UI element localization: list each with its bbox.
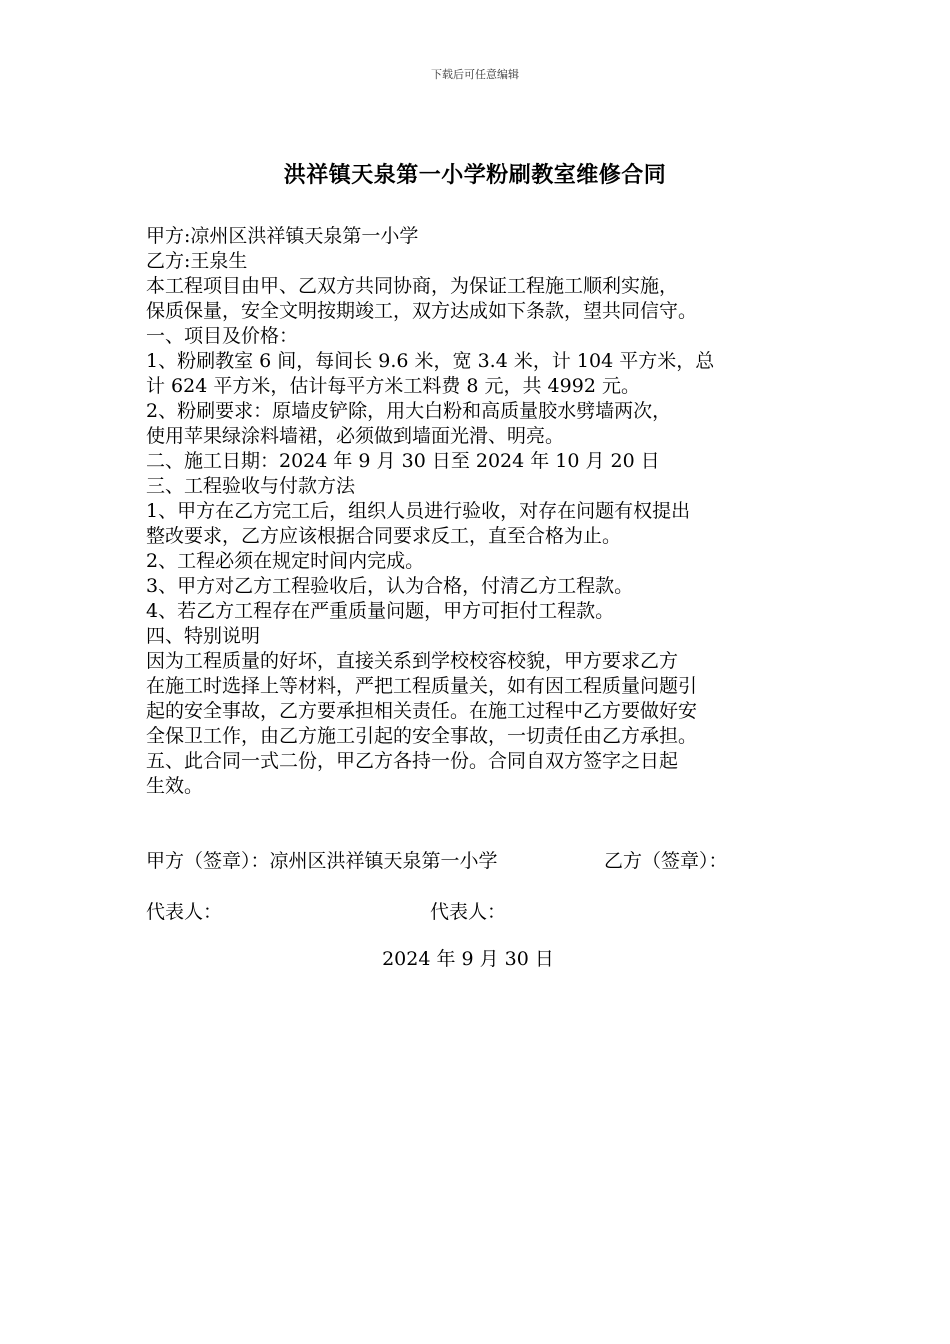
preamble-line-2: 保质保量，安全文明按期竣工，双方达成如下条款，望共同信守。 [146,300,698,322]
section-3-heading: 三、工程验收与付款方法 [146,475,356,497]
special-note-line-3: 起的安全事故，乙方要承担相关责任。在施工过程中乙方要做好安 [146,700,698,722]
section-2-dates: 二、施工日期：2024 年 9 月 30 日至 2024 年 10 月 20 日 [146,450,660,472]
acceptance-3: 3、甲方对乙方工程验收后，认为合格，付清乙方工程款。 [146,575,634,597]
party-b-line: 乙方:王泉生 [146,250,248,272]
contract-body [146,224,808,799]
special-note-line-2: 在施工时选择上等材料，严把工程质量关，如有因工程质量问题引 [146,675,698,697]
item-1-line-2: 计 624 平方米，估计每平方米工料费 8 元，共 4992 元。 [146,375,640,397]
party-b-signature: 乙方（签章）： [604,850,728,872]
special-note-line-4: 全保卫工作，由乙方施工引起的安全事故，一切责任由乙方承担。 [146,725,698,747]
party-a-line: 甲方:凉州区洪祥镇天泉第一小学 [146,225,419,247]
item-2-line-2: 使用苹果绿涂料墙裙，必须做到墙面光滑、明亮。 [146,425,565,447]
item-2-line-1: 2、粉刷要求：原墙皮铲除，用大白粉和高质量胶水劈墙两次， [146,400,672,422]
section-5-line-1: 五、此合同一式二份，甲乙方各持一份。合同自双方签字之日起 [146,750,679,772]
acceptance-4: 4、若乙方工程存在严重质量问题，甲方可拒付工程款。 [146,600,615,622]
section-5-line-2: 生效。 [146,775,204,797]
acceptance-1-line-1: 1、甲方在乙方完工后，组织人员进行验收，对存在问题有权提出 [146,500,691,522]
document-title: 洪祥镇天泉第一小学粉刷教室维修合同 [283,162,667,188]
acceptance-2: 2、工程必须在规定时间内完成。 [146,550,425,572]
acceptance-1-line-2: 整改要求，乙方应该根据合同要求反工，直至合格为止。 [146,525,622,547]
signing-date: 2024 年 9 月 30 日 [382,948,554,970]
special-note-line-1: 因为工程质量的好坏，直接关系到学校校容校貌，甲方要求乙方 [146,650,679,672]
item-1-line-1: 1、粉刷教室 6 间，每间长 9.6 米，宽 3.4 米，计 104 平方米，总 [146,350,715,372]
preamble-line-1: 本工程项目由甲、乙双方共同协商，为保证工程施工顺利实施， [146,275,679,297]
section-4-heading: 四、特别说明 [146,625,261,647]
party-a-signature: 甲方（签章）：凉州区洪祥镇天泉第一小学 [146,850,498,872]
section-1-heading: 一、项目及价格： [146,325,299,347]
party-b-representative: 代表人： [430,901,507,923]
header-note: 下载后可任意编辑 [431,68,519,81]
party-a-representative: 代表人： [146,901,223,923]
